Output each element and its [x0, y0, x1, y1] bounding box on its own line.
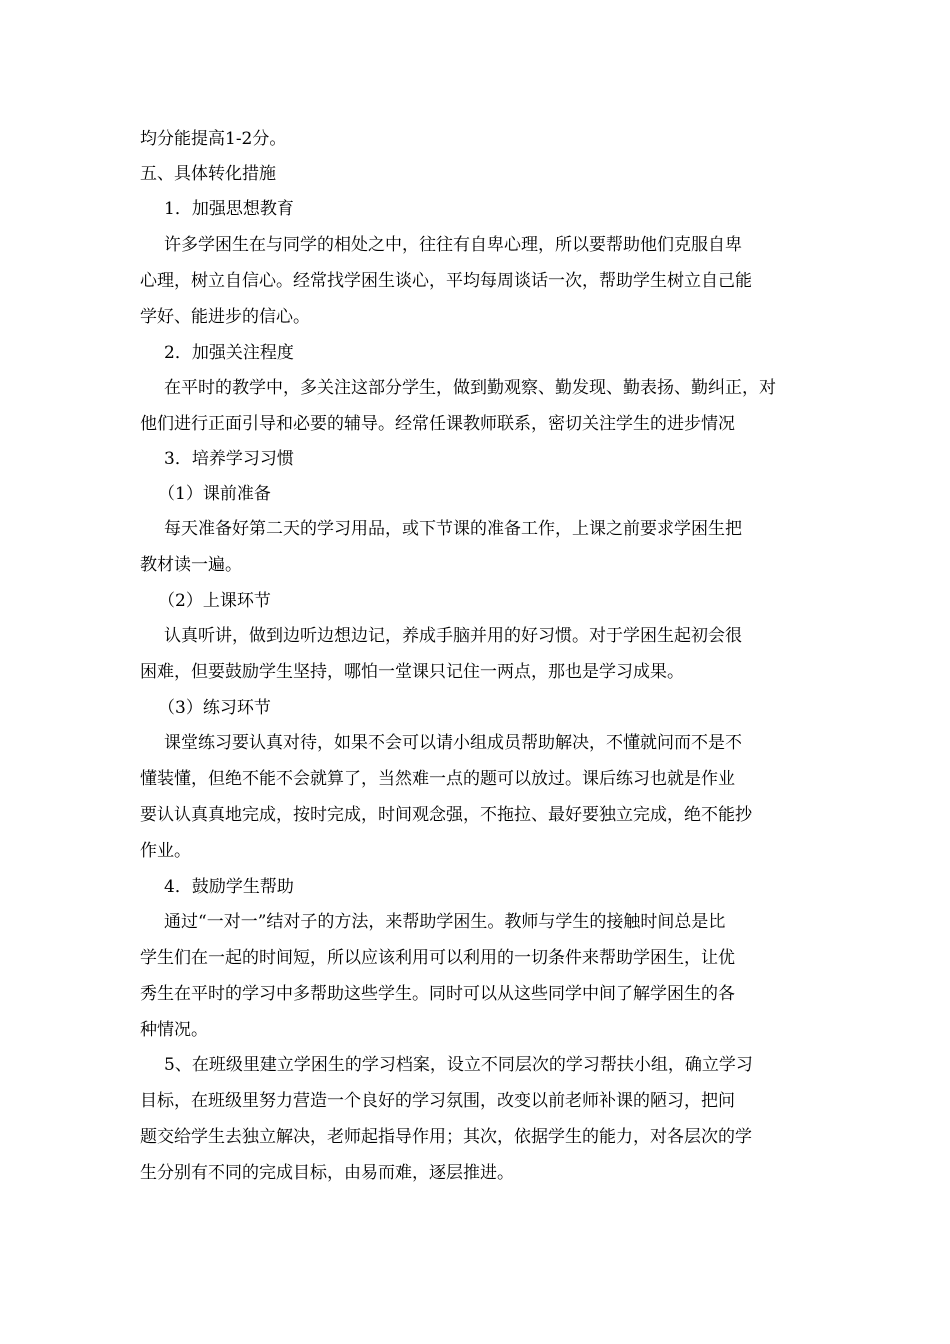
body-text-line: 要认认真真地完成，按时完成，时间观念强，不拖拉、最好要独立完成，绝不能抄 [140, 805, 752, 825]
body-text-line: 课堂练习要认真对待，如果不会可以请小组成员帮助解决，不懂就问而不是不 [164, 733, 742, 753]
body-text-line: 题交给学生去独立解决，老师起指导作用；其次，依据学生的能力，对各层次的学 [140, 1127, 752, 1147]
body-text-line: 均分能提高1-2分。 [140, 129, 287, 149]
sub-item-heading: （1）课前准备 [158, 484, 271, 504]
body-text-line: 生分别有不同的完成目标，由易而难，逐层推进。 [140, 1163, 514, 1183]
body-text-line: 他们进行正面引导和必要的辅导。经常任课教师联系，密切关注学生的进步情况 [140, 414, 735, 434]
body-text-line: 秀生在平时的学习中多帮助这些学生。同时可以从这些同学中间了解学困生的各 [140, 984, 735, 1004]
body-text-line: 种情况。 [140, 1020, 208, 1040]
sub-item-heading: （3）练习环节 [158, 698, 271, 718]
subsection-heading: 1．加强思想教育 [164, 199, 294, 219]
body-text-line: 5、在班级里建立学困生的学习档案，设立不同层次的学习帮扶小组，确立学习 [164, 1055, 753, 1075]
body-text-line: 在平时的教学中，多关注这部分学生，做到勤观察、勤发现、勤表扬、勤纠正，对 [164, 378, 776, 398]
body-text-line: 认真听讲，做到边听边想边记，养成手脑并用的好习惯。对于学困生起初会很 [164, 626, 742, 646]
body-text-line: 学好、能进步的信心。 [140, 307, 310, 327]
body-text-line: 每天准备好第二天的学习用品，或下节课的准备工作，上课之前要求学困生把 [164, 519, 742, 539]
body-text-line: 学生们在一起的时间短，所以应该利用可以利用的一切条件来帮助学困生，让优 [140, 948, 735, 968]
body-text-line: 困难，但要鼓励学生坚持，哪怕一堂课只记住一两点，那也是学习成果。 [140, 662, 684, 682]
subsection-heading: 3．培养学习习惯 [164, 449, 294, 469]
body-text-line: 教材读一遍。 [140, 555, 242, 575]
subsection-heading: 2．加强关注程度 [164, 343, 294, 363]
sub-item-heading: （2）上课环节 [158, 591, 271, 611]
body-text-line: 许多学困生在与同学的相处之中，往往有自卑心理，所以要帮助他们克服自卑 [164, 235, 742, 255]
body-text-line: 作业。 [140, 841, 191, 861]
section-heading: 五、具体转化措施 [140, 164, 276, 184]
body-text-line: 心理，树立自信心。经常找学困生谈心，平均每周谈话一次，帮助学生树立自己能 [140, 271, 752, 291]
body-text-line: 懂装懂，但绝不能不会就算了，当然难一点的题可以放过。课后练习也就是作业 [140, 769, 735, 789]
subsection-heading: 4．鼓励学生帮助 [164, 877, 294, 897]
body-text-line: 目标，在班级里努力营造一个良好的学习氛围，改变以前老师补课的陋习，把问 [140, 1091, 735, 1111]
body-text-line: 通过“一对一”结对子的方法，来帮助学困生。教师与学生的接触时间总是比 [164, 912, 726, 932]
